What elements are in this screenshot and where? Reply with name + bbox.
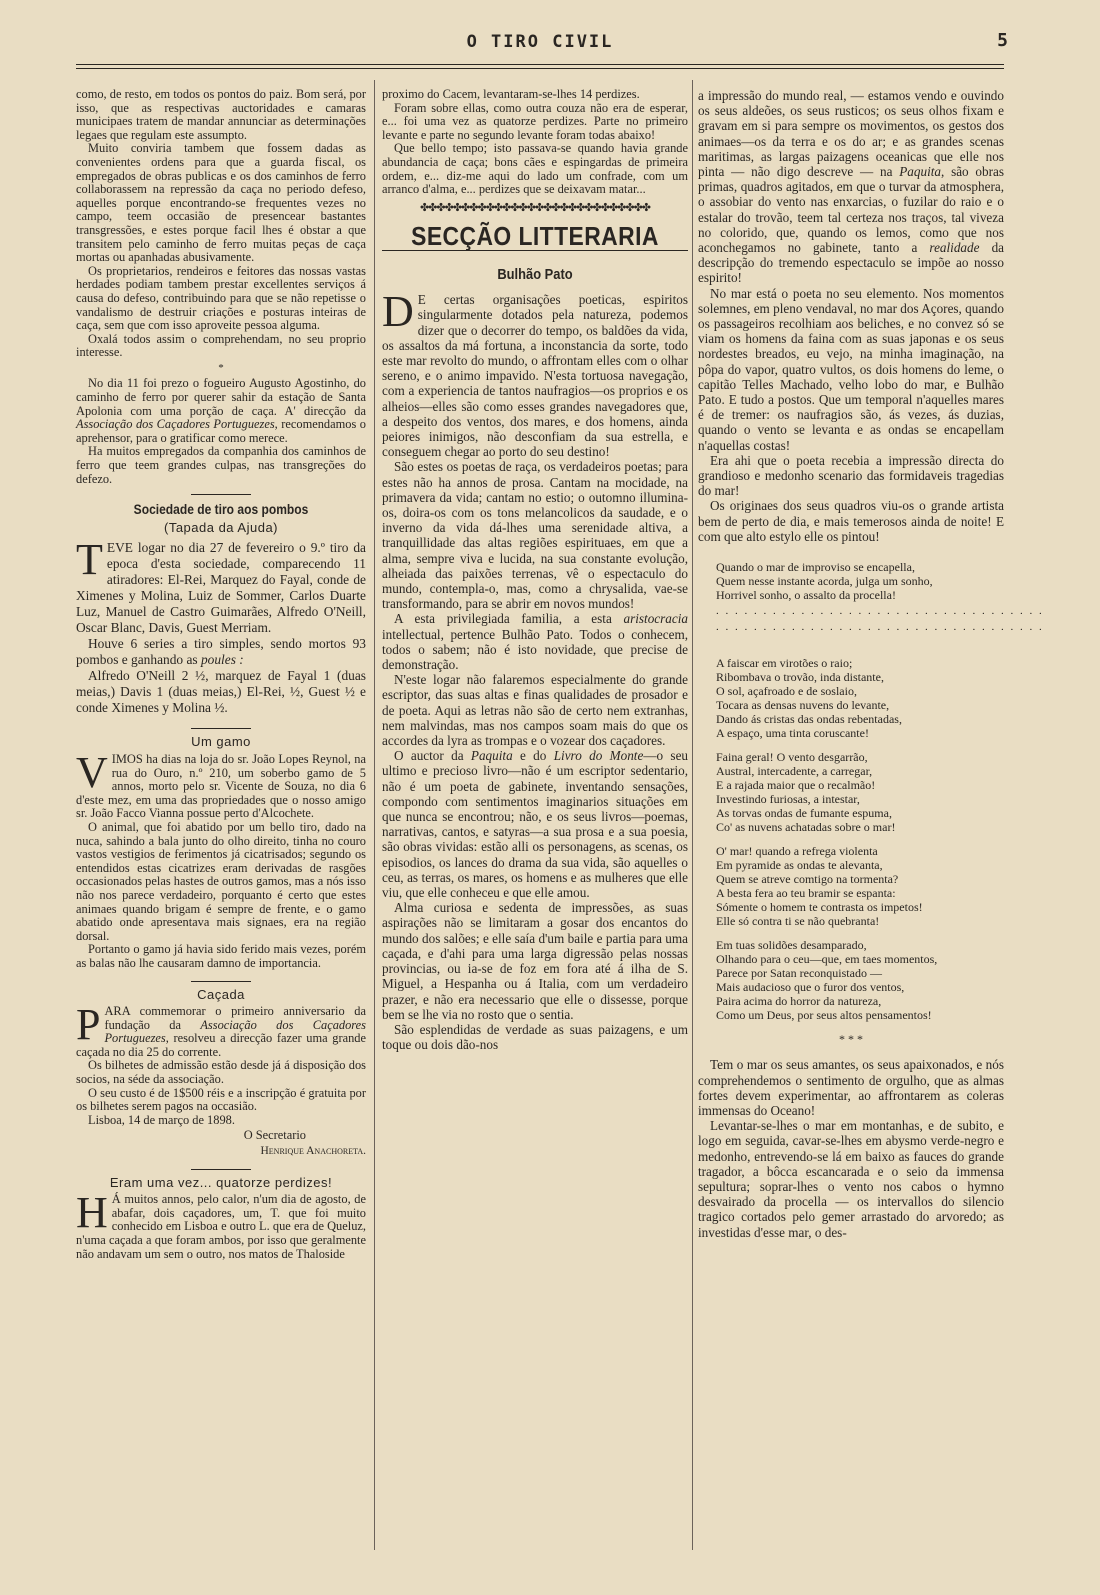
- masthead-title: O TIRO CIVIL: [466, 32, 614, 52]
- section-subtitle: (Tapada da Ajuda): [163, 519, 279, 535]
- italic-text: Paquita: [899, 164, 941, 180]
- section-rule: [191, 728, 251, 729]
- column-3: [698, 88, 1044, 1548]
- section-rule: [191, 494, 251, 495]
- drop-cap: V: [76, 748, 108, 797]
- poem-line: Mais audacioso que o furor dos ventos,: [716, 980, 905, 995]
- paragraph: como, de resto, em todos os pontos do paiz. Bom será, por isso, que as respectivas auctoridades e camaras municipaes tratem de mandar annunciar as determinações legaes que regulam este assumpto.: [76, 87, 366, 142]
- section-rule: [191, 981, 251, 982]
- poem-stanza: [716, 938, 1004, 1022]
- poem-line: O sol, açafroado e de soslaio,: [716, 684, 857, 699]
- dateline: Lisboa, 14 de março de 1898.: [88, 1112, 235, 1127]
- section-title: Caçada: [197, 986, 245, 1002]
- poem-line: Ribombava o trovão, inda distante,: [716, 670, 884, 685]
- poem: [716, 560, 1044, 1023]
- poem-line: Faina geral! O vento desgarrão,: [716, 750, 868, 765]
- text: , resolveu a direcção fazer uma grande caçada no dia 25 do corrente.: [76, 1031, 366, 1059]
- literary-section-title: SECÇÃO LITTERARIA: [411, 220, 659, 251]
- poem-line: Austral, intercadente, a carregar,: [716, 764, 873, 779]
- section-title: Sociedade de tiro aos pombos: [133, 501, 309, 518]
- text: A esta privilegiada familia, a esta: [394, 611, 612, 627]
- text: EVE logar no dia 27 de fevereiro o 9.º tiro da epoca d'esta sociedade, comparecendo 11 atiradores: El-Rei, Marquez do Fayal, conde de Ximenes y Molina, Luiz de Sommer, Carlos Duarte Luz, Manuel de Castro Guimarães, Alfredo O'Neill, Oscar Blanc, Davis, Guest Merriam.: [76, 540, 366, 636]
- ellipsis-line: . . . . . . . . . . . . . . . . . . . . . . . . . . . . . . . . . . .: [716, 621, 1044, 634]
- text: O auctor da: [394, 748, 464, 764]
- text: IMOS ha dias na loja do sr. João Lopes Reynol, na rua do Ouro, n.º 210, um soberbo gamo de 5 annos, morto pelo sr. Vicente de Souza, no dia 6 d'este mez, em uma das propriedades que o nosso amigo sr. João Facco Vianna possue perto d'Alcochete.: [76, 752, 366, 821]
- ellipsis-line: . . . . . . . . . . . . . . . . . . . . . . . . . . . . . . . . . . .: [716, 605, 1044, 618]
- paragraph: São esplendidas de verdade as suas paizagens, e um toque ou dois dão-nos: [382, 1021, 688, 1053]
- header-rule: [76, 64, 1004, 65]
- poem-line: Paira acima do horror da natureza,: [716, 994, 882, 1009]
- paragraph: Portanto o gamo já havia sido ferido mais vezes, porém as balas não lhe causaram damno de importancia.: [76, 942, 366, 970]
- paragraph: O seu custo é de 1$500 réis e a inscripção é gratuita por os bilhetes serem pagos na occasião.: [76, 1085, 366, 1114]
- section-rule: [191, 1169, 251, 1170]
- poem-line: Quando o mar de improviso se encapella,: [716, 560, 915, 575]
- paragraph: Oxalá todos assim o comprehendam, no seu proprio interesse.: [76, 331, 366, 360]
- drop-cap: P: [76, 1000, 101, 1050]
- paragraph: Alma curiosa e sedenta de impressões, as suas aspirações não se limitaram a gosar dos encantos do mundo dos salões; e elle saía d'um baile e partia para uma caçada, e d'ahi para uma larga digressão pelas nossas provincias, ou ia-se de foz em fora até á ilha de S. Miguel, a Hespanha ou á Italia, com um verdadeiro prazer, e não era necessario que elle o dissesse, porque bem se lhe via no rosto que o sentia.: [382, 900, 688, 1022]
- paragraph: Alfredo O'Neill 2 ½, marquez de Fayal 1 (duas meias,) Davis 1 (duas meias,) El-Rei, ½, Guest ½ e conde Ximenes y Molina ½.: [76, 668, 366, 716]
- poem-line: Parece por Satan reconquistado —: [716, 966, 882, 981]
- ornamental-border: ✤✤✤✤✤✤✤✤✤✤✤✤✤✤✤✤✤✤✤✤✤✤✤✤✤✤✤✤: [419, 201, 651, 214]
- paragraph: Os originaes dos seus quadros viu-os o grande artista bem de perto de dia, e mais temerosos ainda de noite! E com que alto estylo elle os pintou!: [698, 498, 1004, 544]
- italic-text: Livro do Monte: [553, 748, 644, 764]
- text: e do: [520, 748, 547, 764]
- poem-line: As torvas ondas de fumante espuma,: [716, 806, 892, 821]
- paragraph: [382, 611, 688, 672]
- italic-text: Associação dos Caçadores Portuguezes: [76, 417, 275, 432]
- italic-text: aristocracia: [623, 611, 689, 627]
- column-divider-1: [374, 80, 375, 1550]
- paragraph: [76, 636, 366, 668]
- text: ARA commemorar o primeiro anniversario da fundação da: [104, 1004, 366, 1032]
- section-title: Eram uma vez... quatorze perdizes!: [109, 1174, 333, 1190]
- poem-line: Horrivel sonho, o assalto da procella!: [716, 588, 896, 603]
- poem-line: Como um Deus, por seus altos pensamentos!: [716, 1008, 932, 1023]
- poem-stanza: [716, 560, 1004, 602]
- poem-line: Em tuas solidões desamparado,: [716, 938, 867, 953]
- column-2: [382, 88, 688, 1548]
- masthead: [70, 28, 1010, 58]
- text: Houve 6 series a tiro simples, sendo mortos 93 pombos e ganhando as: [76, 636, 366, 668]
- paragraph: [76, 1188, 366, 1261]
- text: intellectual, pertence Bulhão Pato. Todos o conhecem, todos o sabem; não é isto novidade, que precise de demonstração.: [382, 626, 688, 673]
- italic-text: realidade: [929, 240, 980, 256]
- paragraph: Tem o mar os seus amantes, os seus apaixonados, e nós comprehendemos o sentimento de orgulho, que as almas fortes devem experimentar, ao affrontarem as coleras immensas do Oceano!: [698, 1057, 1004, 1118]
- page-number: 5: [997, 30, 1010, 51]
- paragraph: proximo do Cacem, levantaram-se-lhes 14 perdizes.: [382, 87, 640, 101]
- signature-name: Henrique Anachoreta.: [260, 1145, 366, 1158]
- text: a impressão do mundo real, — estamos vendo e ouvindo os seus aldeões, os seus rusticos; os seus olhos fixam e gravam em si para sempre os movimentos, os gestos dos animaes—os da terra e os do ar; e as grandes scenas maritimas, as largas paizagens oceanicas que elle nos pinta — não digo descreve — na: [698, 88, 1004, 180]
- paragraph: Levantar-se-lhes o mar em montanhas, e de subito, e logo em seguida, cavar-se-lhes em abysmo verde-negro e medonho, entrevendo-se lá em baixo as fauces do grande tragador, a bôcca escancarada e o seio da immensa sepultura; soprar-lhes o vento nos cabos o hymno desvairado da procella — os intervallos do silencio tragico cortados pelo gemer arrastado do arvoredo; as investidas d'esse mar, o des-: [698, 1118, 1004, 1240]
- paragraph: Os proprietarios, rendeiros e feitores das nossas vastas herdades podiam tambem prestar excellentes serviços á causa do defeso, contribuindo para que se não repetisse o vandalismo de destruir criações e posturas inteiras de caça, sem que com isso aproveite pessoa alguma.: [76, 263, 366, 333]
- separator-star: *: [218, 361, 224, 374]
- separator-stars: * * *: [839, 1032, 863, 1047]
- paragraph: [76, 1000, 366, 1059]
- poem-line: E a rajada maior que o recalmão!: [716, 778, 876, 793]
- poem-line: A faiscar em virotões o raio;: [716, 656, 853, 671]
- poem-line: O' mar! quando a refrega violenta: [716, 844, 878, 859]
- paragraph: [382, 287, 688, 460]
- poem-line: A espaço, uma tinta coruscante!: [716, 726, 869, 741]
- text: , recomendamos o aprehensor, para o gratificar como merece.: [76, 417, 366, 445]
- paragraph: [382, 748, 688, 900]
- paragraph: Ha muitos empregados da companhia dos caminhos de ferro que teem grandes culpas, nas transgreções do defezo.: [76, 444, 366, 486]
- paragraph: [76, 535, 366, 636]
- drop-cap: H: [76, 1188, 108, 1238]
- text: —o seu ultimo e precioso livro—não é um escriptor sedentario, não é um poeta de gabinete, inventando sensações, compondo com sentimentos imaginarios situações em que nunca se encontrou; não, e os seus livros—poemas, narrativas, cantos, e satyras—a sua prosa e a sua poesia, são obras vividas: estão alli os personagens, as scenas, os episodios, os lances do drama da sua vida, são aquelles o ceu, as terras, os mares, os homens e as mulheres que elle viu, que elle conheceu e que elle amou.: [382, 748, 689, 901]
- header-rule-2: [76, 68, 1004, 69]
- text: E certas organisações poeticas, espiritos singularmente dotados pela natureza, podemos dizer que o decorrer do tempo, os baldões da vida, os assaltos da má fortuna, a inconstancia da sorte, todo este mar revolto do mundo, o affrontam elles com o olhar sereno, e o animo impavido. N'esta tortuosa navegação, com a experiencia de tantos naufragios—os proprios e os alheios—elles são como esses grandes navegadores que, a despeito dos ventos, dos mares, e dos homens, ainda peiores inimigos, não desconfiam da sua estrella, e conseguem chegar ao porto do seu destino!: [382, 292, 688, 460]
- italic-text: Paquita: [470, 748, 513, 764]
- poem-line: Elle só contra ti se não quebranta!: [716, 914, 880, 929]
- paragraph: [698, 88, 1004, 286]
- paragraph: Muito conviria tambem que fossem dadas as convenientes ordens para que a guarda fiscal, os empregados de obras publicas e os dos caminhos de ferro collaborassem na repressão da caça no periodo defeso, aquelles porque encontrando-se frequentes vezes no campo, teem occasião de presencear bastantes transgressões, e estes porque facil lhes é obstar a que transitem pelo caminho de ferro muitas peças de caça mortas ou apanhadas abusivamente.: [76, 141, 366, 265]
- poem-stanza: [716, 750, 1004, 834]
- poem-line: A besta fera ao teu bramir se espanta:: [716, 886, 896, 901]
- poem-line: Tocara as densas nuvens do levante,: [716, 698, 890, 713]
- drop-cap: T: [76, 535, 103, 585]
- paragraph: Era ahi que o poeta recebia a impressão directa do grandioso e medonho scenario das formidaveis tragedias do mar!: [698, 452, 1004, 499]
- column-1: [76, 88, 366, 1548]
- paragraph: O animal, que foi abatido por um bello tiro, dado na nuca, sahindo a bala junto do olho direito, tinha no couro vastos vestigios de ferimentos já cicatrisados; segundo os entendidos estas cicatrizes eram derivadas de rasgões occasionados pelas hastes de outros gamos, mas a nós isso não nos parece verdadeiro, porquanto é certo que estes animaes quando brigam é sempre de frente, e o gamo abatido onde apresentava mais signaes, era na região dorsal.: [76, 819, 366, 943]
- article-title: Bulhão Pato: [497, 265, 573, 283]
- poem-line: Investindo furiosas, a intestar,: [716, 792, 860, 807]
- italic-text: Associação dos Caçadores Portuguezes: [104, 1017, 366, 1046]
- signature-title: O Secretario: [243, 1128, 306, 1143]
- italic-text: poules :: [200, 652, 244, 668]
- poem-stanza: [716, 844, 1004, 928]
- drop-cap: D: [382, 287, 414, 337]
- text: da descripção do tremendo espectaculo se impõe ao nosso espirito!: [698, 240, 1005, 286]
- column-divider-2: [692, 80, 693, 1550]
- poem-line: Quem nesse instante acorda, julga um sonho,: [716, 574, 933, 589]
- section-title: Um gamo: [191, 734, 251, 750]
- text: No dia 11 foi prezo o fogueiro Augusto Agostinho, do caminho de ferro por querer sahir da estação de Santa Apolonia com uma porção de caça. A' direcção da: [76, 376, 366, 418]
- poem-line: Co' as nuvens achatadas sobre o mar!: [716, 820, 896, 835]
- poem-stanza: [716, 656, 1004, 740]
- paragraph: São estes os poetas de raça, os verdadeiros poetas; para estes não ha annos de prosa. Cantam na mocidade, na primavera da vida; cantam no estio; o outomno illumina-os, doira-os com os tons melancolicos da saudade, e o inverno da vida dá-lhes uma serenidade altiva, a tranquillidade das altas regiões espirituaes, em que a alma, sempre viva e lucida, na sua constante evolução, alheiada das paixões terrenas, vê o espectaculo do mundo, contempla-o, mas, como a chrysalida, vae-se transformando, para se abrir em novos mundos!: [382, 459, 688, 612]
- poem-line: Sómente o homem te contrasta os impetos!: [716, 900, 923, 915]
- paragraph: N'este logar não falaremos especialmente do grande escriptor, das suas altas e finas qualidades de prosador e de poeta. Aqui as letras não são de certo nem extranhas, nem malvindas, mas nos campos soam mais do que os accordes da lyra as trompas e o vozear dos caçadores.: [382, 672, 688, 749]
- text: Á muitos annos, pelo calor, n'um dia de agosto, de abafar, dois caçadores, um, T. que foi muito conhecido em Lisboa e outro L. que era de Queluz, n'uma caçada a que foram ambos, por isso que geralmente não andavam um sem o outro, nos matos de Thaloside: [76, 1192, 366, 1261]
- poem-line: Em pyramide as ondas te alevanta,: [716, 858, 883, 873]
- paragraph: Que bello tempo; isto passava-se quando havia grande abundancia de caça; bons cães e espingardas de primeira ordem, e... diz-me aqui do lado um confrade, com um arranco d'alma, e... perdizes que se deixavam matar...: [382, 141, 688, 197]
- paragraph: Os bilhetes de admissão estão desde já á disposição dos socios, na séde da associação.: [76, 1058, 366, 1087]
- poem-line: Olhando para o ceu—que, em taes momentos,: [716, 952, 938, 967]
- text: , são obras primas, quadros agitados, em que o turvar da atmosphera, o assobiar do vento nas enxarcias, o fuzilar do raio e o estalar do trovão, teem tal certeza nos traços, tal viveza no colorido, que, quando os lemos, como que nos aconchegamos no gabinete, tanto a: [698, 164, 1004, 256]
- paragraph: [76, 748, 366, 821]
- paragraph: No mar está o poeta no seu elemento. Nos momentos solemnes, em pleno vendaval, no mar dos Açores, quando os passageiros recolhiam aos beliches, e no convez só se viam os homens da faina com as suas japonas e os seus nordestes breados, eu vejo, na minha imaginação, na pôpa do vapor, quatro vultos, os dois homens do leme, o capitão Telles Machado, velho lobo do mar, e Bulhão Pato. E tudo a postos. Que um temporal n'aquelles mares é de tremer: os naufragios são, ás vezes, ás duzias, quando o vento se levanta e as ondas se encapellam n'aquellas costas!: [698, 285, 1004, 453]
- paragraph: Foram sobre ellas, como outra couza não era de esperar, e... foi uma vez as quatorze perdizes. Parte no primeiro levante e parte no segundo levante foram todas abaixo!: [382, 100, 688, 142]
- poem-line: Quem se atreve comtigo na tormenta?: [716, 872, 899, 887]
- paragraph: [76, 377, 366, 445]
- poem-line: Dando ás cristas das ondas rebentadas,: [716, 712, 902, 727]
